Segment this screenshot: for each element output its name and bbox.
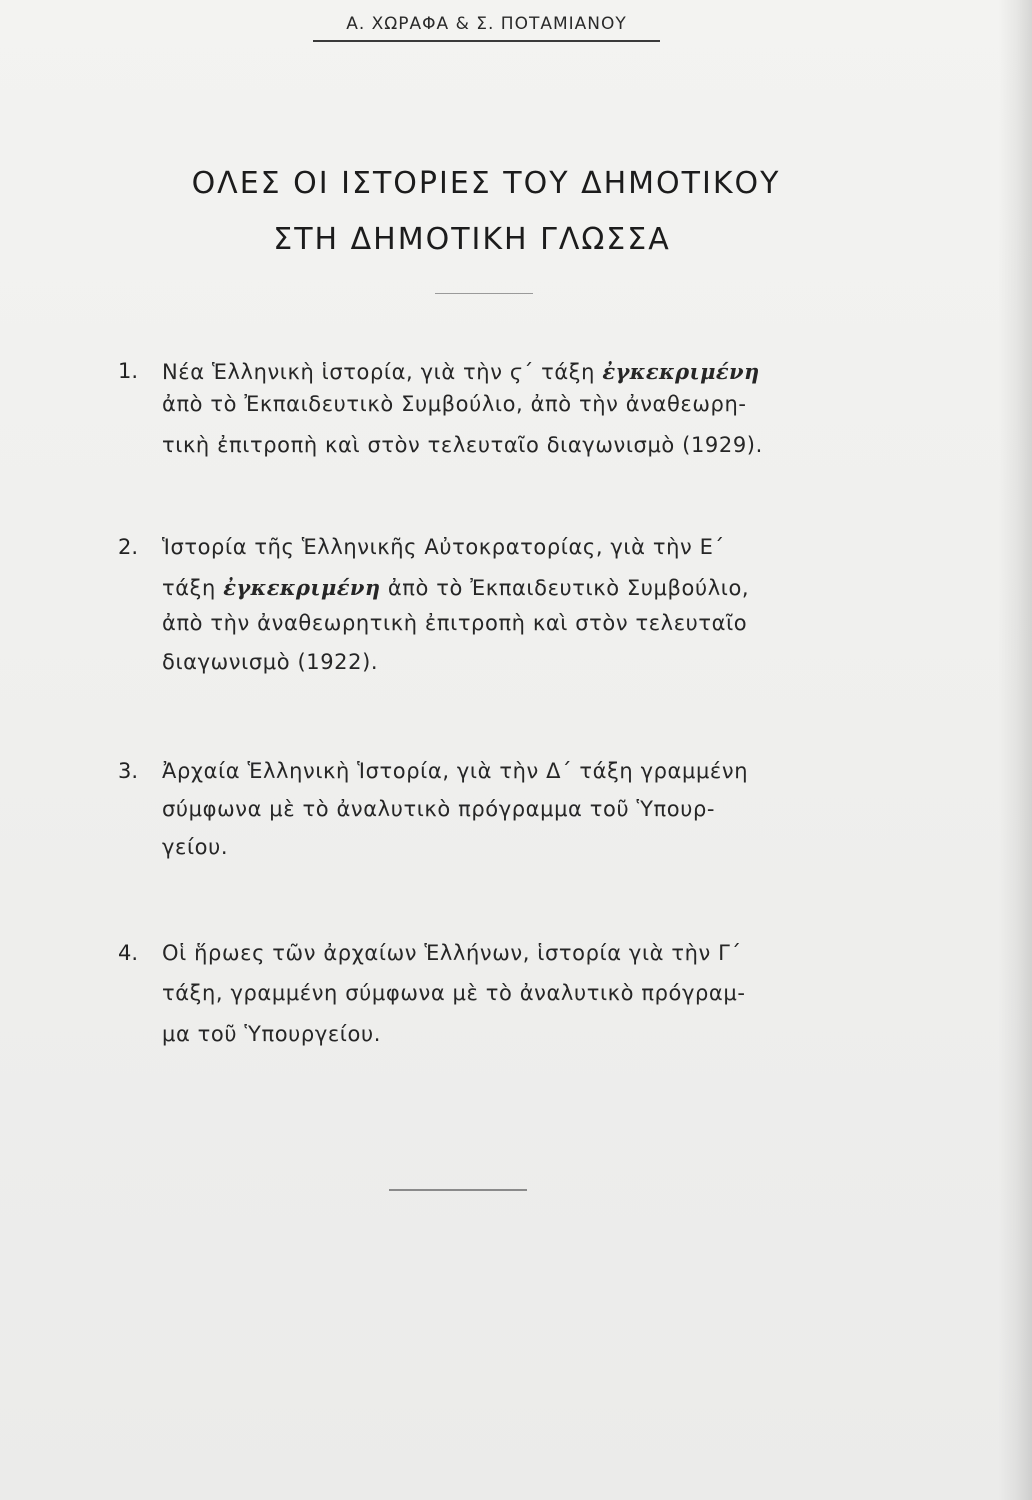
item-line-text: τάξη — [162, 576, 224, 600]
page-title-line-2: ΣΤΗ ΔΗΜΟΤΙΚΗ ΓΛΩΣΣΑ — [273, 222, 671, 257]
item-line-4: διαγωνισμὸ (1922). — [162, 650, 379, 674]
item-line-2: ἀπὸ τὸ Ἐκπαιδευτικὸ Συμβούλιο, ἀπὸ τὴν ἀναθεωρη- — [162, 392, 747, 416]
closing-divider — [389, 1189, 527, 1191]
item-line-text: Νέα Ἑλληνικὴ ἱστορία, γιὰ τὴν ϛ΄ τάξη — [162, 360, 603, 384]
item-number: 4. — [118, 941, 139, 965]
item-line-text: ἀπὸ τὸ Ἐκπαιδευτικὸ Συμβούλιο, — [380, 576, 750, 600]
item-line-3: ἀπὸ τὴν ἀναθεωρητικὴ ἐπιτροπὴ καὶ στὸν τελευταῖο — [162, 611, 748, 635]
item-number: 1. — [118, 359, 139, 383]
page-edge-shadow — [998, 0, 1032, 1500]
item-emphasis: ἐγκεκριμένη — [602, 359, 760, 384]
item-line-1: Οἱ ἥρωες τῶν ἀρχαίων Ἑλλήνων, ἱστορία γιὰ τὴν Γ΄ — [162, 941, 742, 965]
item-number: 3. — [118, 759, 139, 783]
item-line-3: τικὴ ἐπιτροπὴ καὶ στὸν τελευταῖο διαγωνισμὸ (1929). — [162, 433, 763, 457]
item-emphasis: ἐγκεκριμένη — [223, 575, 381, 600]
page-title-line-1: ΟΛΕΣ ΟΙ ΙΣΤΟΡΙΕΣ ΤΟΥ ΔΗΜΟΤΙΚΟΥ — [191, 166, 781, 201]
running-head-authors: Α. ΧΩΡΑΦΑ & Σ. ΠΟΤΑΜΙΑΝΟΥ — [346, 14, 627, 34]
running-head-underline — [313, 40, 660, 42]
title-divider — [435, 293, 533, 294]
item-line-2 — [162, 575, 749, 600]
item-line-1 — [162, 359, 760, 384]
item-number: 2. — [118, 535, 139, 559]
item-line-2: τάξη, γραμμένη σύμφωνα μὲ τὸ ἀναλυτικὸ πρόγραμ- — [162, 981, 746, 1005]
item-line-1: Ἀρχαία Ἑλληνικὴ Ἱστορία, γιὰ τὴν Δ΄ τάξη γραμμένη — [162, 759, 749, 783]
item-line-3: γείου. — [162, 835, 229, 859]
item-line-2: σύμφωνα μὲ τὸ ἀναλυτικὸ πρόγραμμα τοῦ Ὑπουρ- — [162, 797, 716, 821]
item-line-1: Ἱστορία τῆς Ἑλληνικῆς Αὐτοκρατορίας, γιὰ τὴν Ε΄ — [162, 535, 725, 559]
item-line-3: μα τοῦ Ὑπουργείου. — [162, 1022, 381, 1046]
